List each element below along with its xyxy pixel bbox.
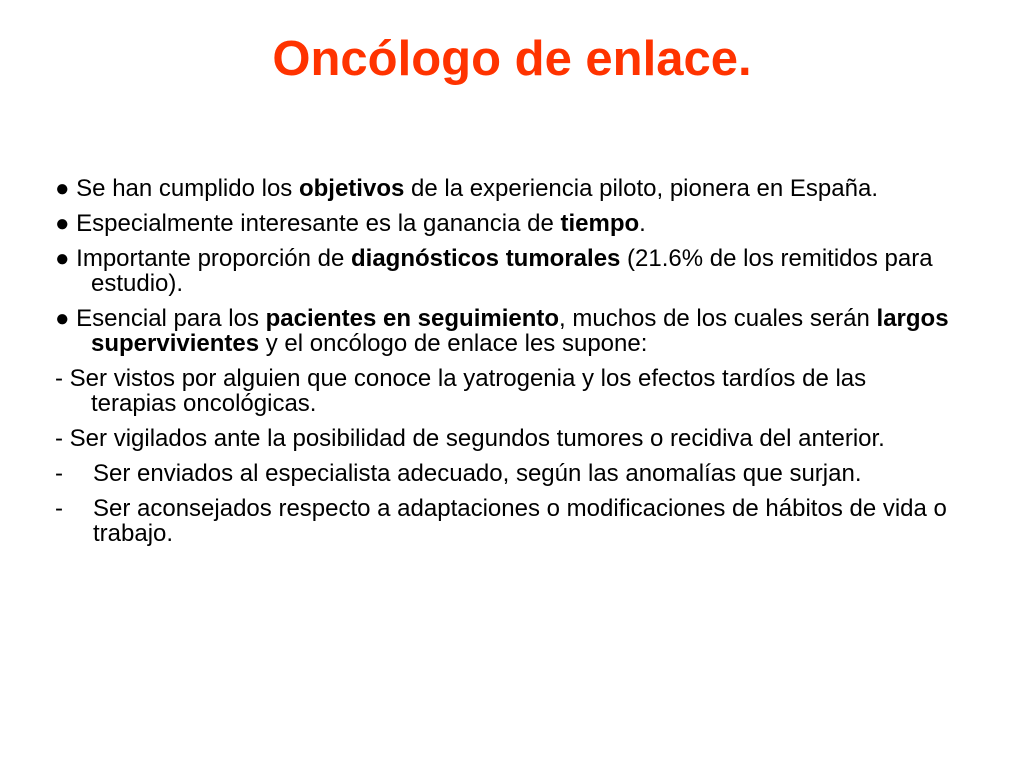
list-item bbox=[55, 306, 955, 356]
bullet-icon: ● bbox=[55, 305, 77, 332]
item-text: Ser enviados al especialista adecuado, según las anomalías que surjan. bbox=[93, 460, 862, 487]
slide-body bbox=[55, 176, 955, 556]
item-text: , muchos de los cuales serán bbox=[559, 305, 877, 332]
item-text: Ser vigilados ante la posibilidad de segundos tumores o recidiva del anterior. bbox=[69, 425, 885, 452]
item-text: Se han cumplido los bbox=[76, 175, 299, 202]
item-text: y el oncólogo de enlace les supone: bbox=[259, 330, 648, 357]
bullet-icon: ● bbox=[55, 210, 77, 237]
item-emphasis: diagnósticos tumorales bbox=[351, 245, 621, 272]
item-emphasis: largos supervivientes bbox=[91, 305, 949, 357]
dash-marker: - bbox=[55, 365, 70, 392]
list-item bbox=[55, 366, 955, 416]
item-text: Importante proporción de bbox=[76, 245, 351, 272]
list-item bbox=[55, 246, 955, 296]
item-text: (21.6% de los remitidos para estudio). bbox=[91, 245, 933, 297]
list-item bbox=[55, 461, 955, 486]
dash-marker: - bbox=[55, 460, 63, 487]
item-text: de la experiencia piloto, pionera en España. bbox=[404, 175, 878, 202]
bullet-icon: ● bbox=[55, 245, 77, 272]
list-item bbox=[55, 496, 955, 546]
list-item bbox=[55, 211, 955, 236]
item-emphasis: objetivos bbox=[298, 175, 405, 202]
item-text: Ser aconsejados respecto a adaptaciones o modificaciones de hábitos de vida o trabajo. bbox=[93, 495, 947, 547]
item-emphasis: tiempo bbox=[560, 210, 640, 237]
bullet-icon: ● bbox=[55, 175, 77, 202]
list-item bbox=[55, 426, 955, 451]
slide-title: Oncólogo de enlace. bbox=[272, 32, 752, 86]
item-emphasis: pacientes en seguimiento bbox=[265, 305, 560, 332]
item-text: Especialmente interesante es la ganancia de bbox=[76, 210, 561, 237]
item-text: . bbox=[639, 210, 646, 237]
item-text: Ser vistos por alguien que conoce la yatrogenia y los efectos tardíos de las terapias oncológicas. bbox=[69, 365, 867, 417]
list-item bbox=[55, 176, 955, 201]
dash-marker: - bbox=[55, 425, 70, 452]
dash-marker: - bbox=[55, 495, 63, 522]
item-text: Esencial para los bbox=[76, 305, 266, 332]
